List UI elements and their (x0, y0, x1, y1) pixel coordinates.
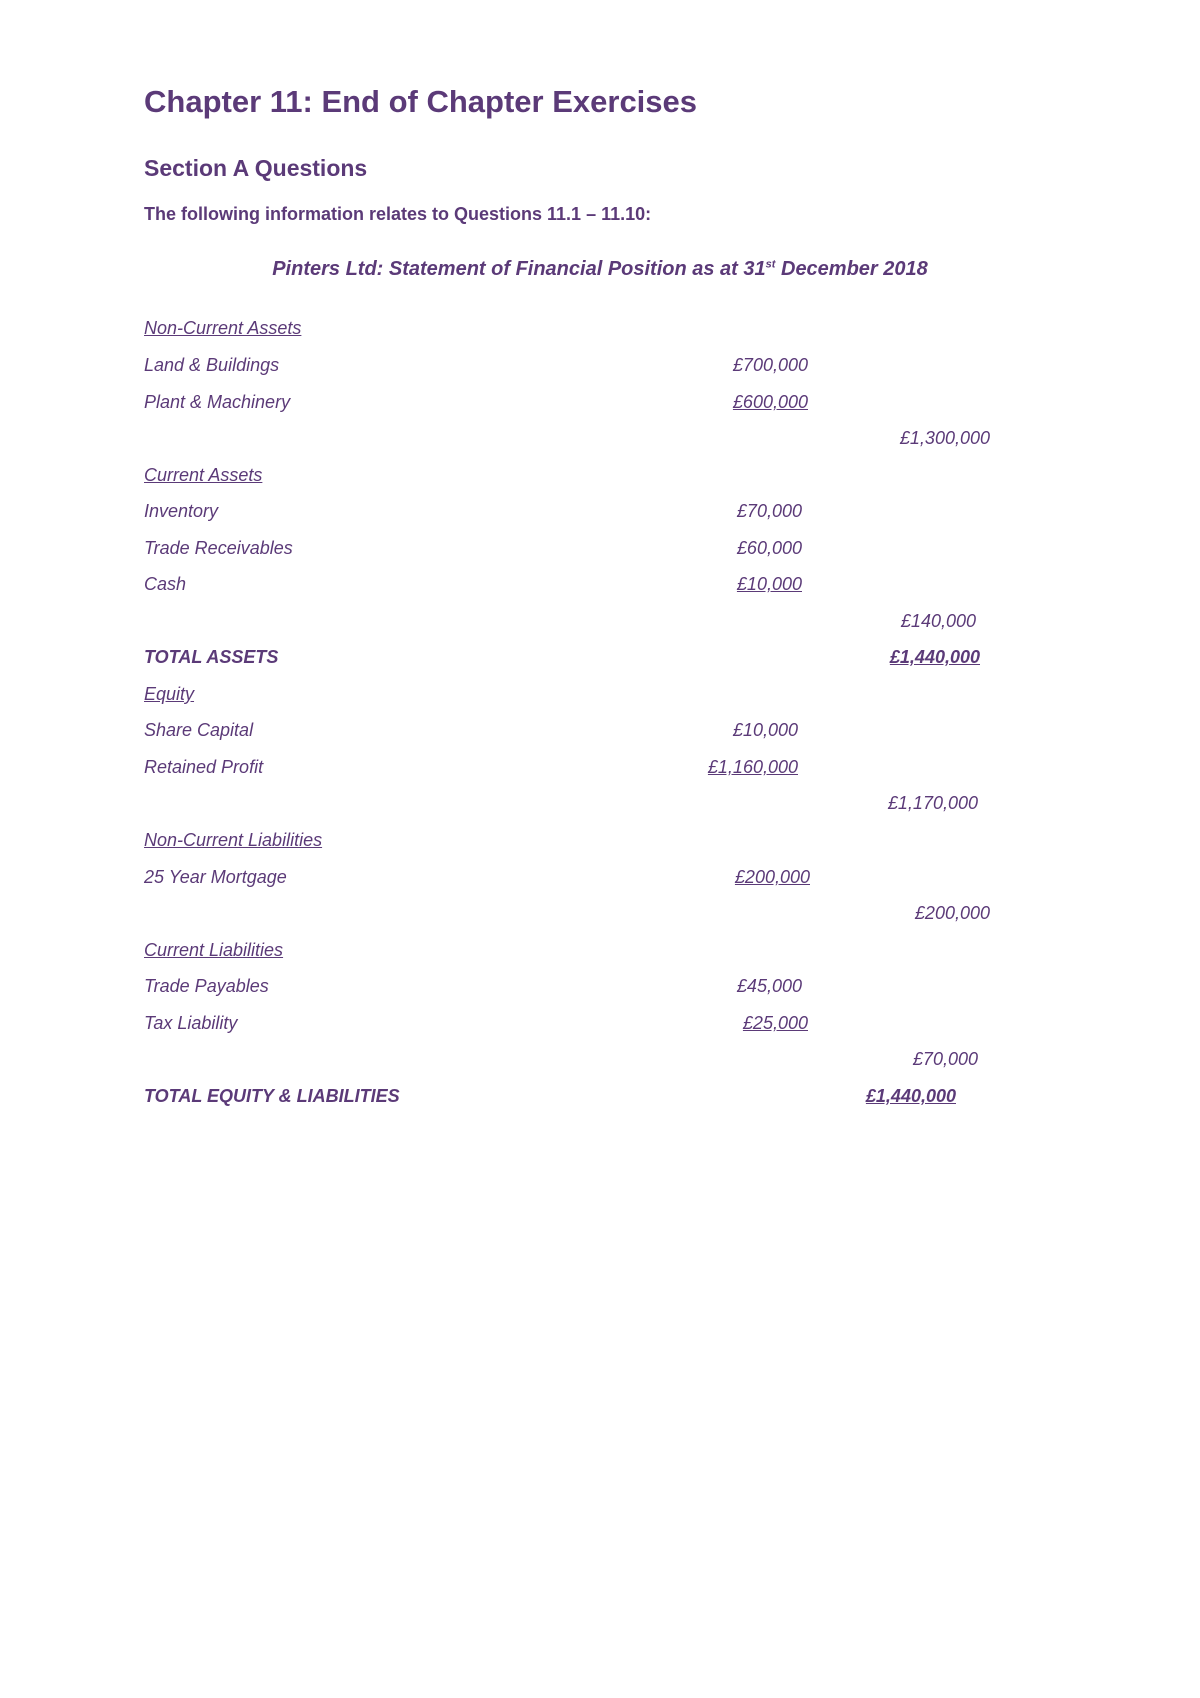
row-amount: £70,000 (736, 501, 802, 521)
row-cash (0, 574, 1200, 598)
row-label: Trade Payables (144, 976, 269, 996)
row-amount: £25,000 (742, 1013, 808, 1033)
row-tax-liability (0, 1013, 1200, 1037)
section-heading: Section A Questions (144, 155, 368, 181)
statement-title-sup: st (765, 258, 776, 271)
row-total: £1,440,000 (865, 1086, 956, 1106)
row-label: Trade Receivables (144, 538, 293, 558)
row-label: Retained Profit (144, 757, 264, 777)
row-amount: £45,000 (736, 976, 802, 996)
row-label: Non-Current Assets (144, 318, 302, 338)
row-subtotal: £200,000 (914, 903, 990, 923)
row-subtotal: £140,000 (900, 611, 976, 631)
row-amount: £10,000 (732, 720, 798, 740)
row-label: Current Assets (144, 465, 263, 485)
row-amount: £200,000 (734, 867, 810, 887)
row-label: Cash (144, 574, 187, 594)
row-amount: £600,000 (732, 392, 808, 412)
heading-non-current-liabilities (0, 830, 1200, 854)
row-label: Land & Buildings (144, 355, 280, 375)
row-amount: £10,000 (736, 574, 802, 594)
row-label: 25 Year Mortgage (144, 867, 287, 887)
row-label: Non-Current Liabilities (144, 830, 323, 850)
row-subtotal: £1,170,000 (887, 793, 978, 813)
row-mortgage (0, 867, 1200, 891)
heading-equity (0, 684, 1200, 708)
row-current-assets-total (0, 611, 1200, 635)
statement-title-end: December 2018 (775, 258, 928, 280)
row-total: £1,440,000 (889, 647, 980, 667)
row-non-current-liabilities-total (0, 903, 1200, 927)
heading-current-liabilities (0, 940, 1200, 964)
row-label: Tax Liability (144, 1013, 238, 1033)
row-retained-profit (0, 757, 1200, 781)
heading-non-current-assets (0, 318, 1200, 342)
row-amount: £60,000 (736, 538, 802, 558)
chapter-heading: Chapter 11: End of Chapter Exercises (144, 84, 698, 119)
row-trade-payables (0, 976, 1200, 1000)
row-inventory (0, 501, 1200, 525)
row-subtotal: £1,300,000 (899, 428, 990, 448)
row-plant-machinery (0, 392, 1200, 416)
row-label: Plant & Machinery (144, 392, 291, 412)
row-subtotal: £70,000 (912, 1049, 978, 1069)
row-equity-total (0, 793, 1200, 817)
row-land-buildings (0, 355, 1200, 379)
row-amount: £700,000 (732, 355, 808, 375)
row-amount: £1,160,000 (707, 757, 798, 777)
row-non-current-assets-total (0, 428, 1200, 452)
row-current-liabilities-total (0, 1049, 1200, 1073)
row-label: TOTAL ASSETS (144, 647, 279, 667)
row-label: Share Capital (144, 720, 254, 740)
intro-text: The following information relates to Questions 11.1 – 11.10: (144, 204, 652, 224)
row-label: Inventory (144, 501, 219, 521)
heading-current-assets (0, 465, 1200, 489)
row-total-assets (0, 647, 1200, 671)
row-trade-receivables (0, 538, 1200, 562)
statement-title-main: Pinters Ltd: Statement of Financial Position as at 31 (272, 258, 766, 280)
row-label: Equity (144, 684, 195, 704)
row-label: TOTAL EQUITY & LIABILITIES (144, 1086, 400, 1106)
statement-title (0, 258, 1200, 281)
row-share-capital (0, 720, 1200, 744)
row-total-equity-liabilities (0, 1086, 1200, 1110)
row-label: Current Liabilities (144, 940, 284, 960)
